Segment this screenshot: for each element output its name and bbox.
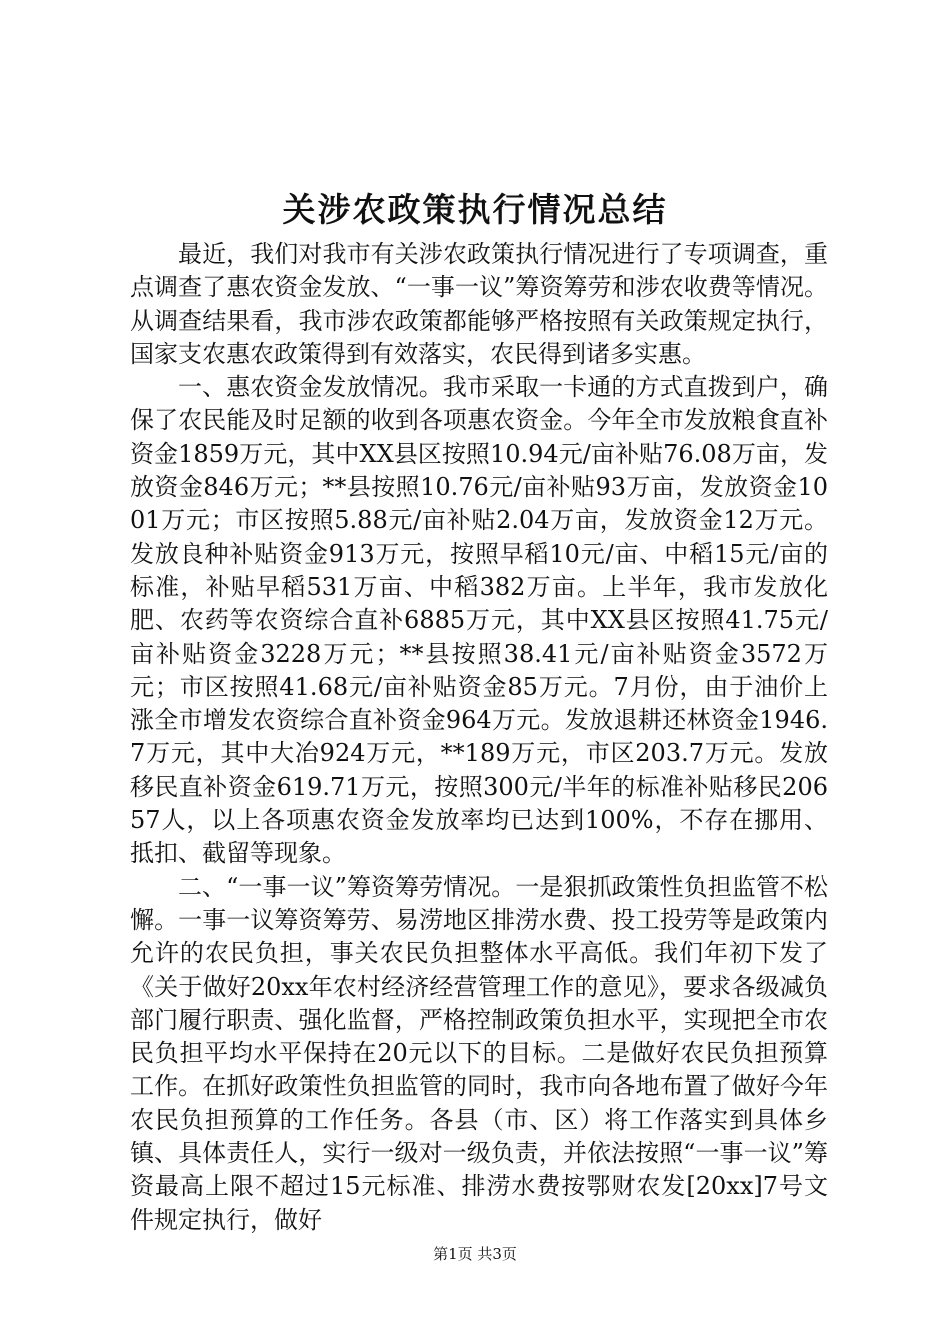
intro-paragraph: 最近，我们对我市有关涉农政策执行情况进行了专项调查，重点调查了惠农资金发放、“一事一议”筹资筹劳和涉农收费等情况。从调查结果看，我市涉农政策都能够严格按照有关政策规定执行，国家支农惠农政策得到有效落实，农民得到诸多实惠。 — [130, 240, 828, 368]
section-1-paragraph: 一、惠农资金发放情况。我市采取一卡通的方式直拨到户，确保了农民能及时足额的收到各项惠农资金。今年全市发放粮食直补资金1859万元，其中XX县区按照10.94元/亩补贴76.08万亩，发放资金846万元；**县按照10.76元/亩补贴93万亩，发放资金1001万元；市区按照5.88元/亩补贴2.04万亩，发放资金12万元。发放良种补贴资金913万元，按照早稻10元/亩、中稻15元/亩的标准，补贴早稻531万亩、中稻382万亩。上半年，我市发放化肥、农药等农资综合直补6885万元，其中XX县区按照41.75元/亩补贴资金3228万元；**县按照38.41元/亩补贴资金3572万元；市区按照41.68元/亩补贴资金85万元。7月份，由于油价上涨全市增发农资综合直补资金964万元。发放退耕还林资金1946.7万元，其中大冶924万元，**189万元，市区203.7万元。发放移民直补资金619.71万元，按照300元/半年的标准补贴移民20657人，以上各项惠农资金发放率均已达到100%，不存在挪用、抵扣、截留等现象。 — [130, 373, 828, 868]
document-title: 关涉农政策执行情况总结 — [282, 190, 668, 229]
page-number-footer: 第1页 共3页 — [433, 1245, 517, 1263]
section-2-paragraph: 二、“一事一议”筹资筹劳情况。一是狠抓政策性负担监管不松懈。一事一议筹资筹劳、易涝地区排涝水费、投工投劳等是政策内允许的农民负担，事关农民负担整体水平高低。我们年初下发了《关于做好20xx年农村经济经营管理工作的意见》，要求各级减负部门履行职责、强化监督，严格控制政策负担水平，实现把全市农民负担平均水平保持在20元以下的目标。二是做好农民负担预算工作。在抓好政策性负担监管的同时，我市向各地布置了做好今年农民负担预算的工作任务。各县（市、区）将工作落实到具体乡镇、具体责任人，实行一级对一级负责，并依法按照“一事一议”筹资最高上限不超过15元标准、排涝水费按鄂财农发[20xx]7号文件规定执行，做好 — [130, 872, 828, 1234]
document-body — [130, 238, 828, 1237]
